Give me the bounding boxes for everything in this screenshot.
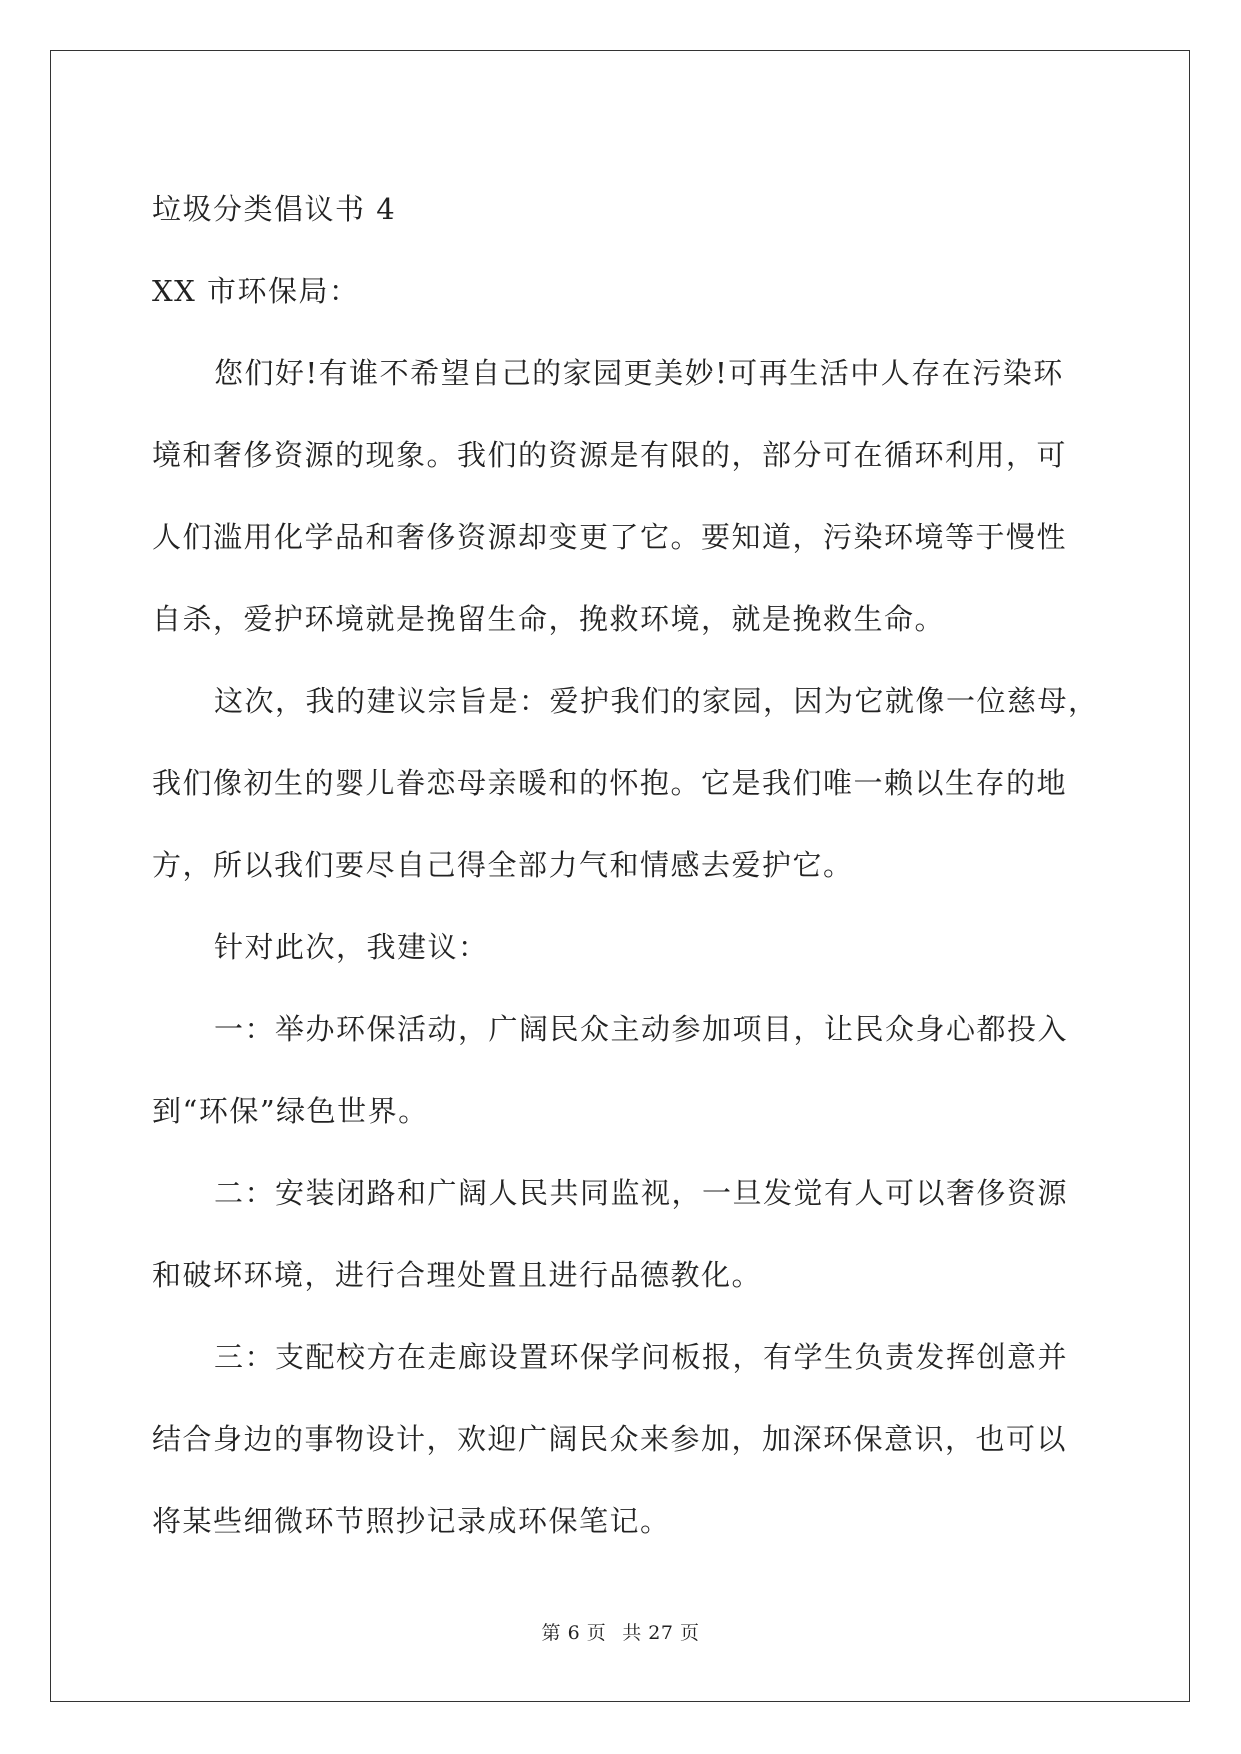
paragraph-line: 将某些细微环节照抄记录成环保笔记。 (152, 1504, 671, 1538)
paragraph-line: 方，所以我们要尽自己得全部力气和情感去爱护它。 (152, 848, 854, 882)
paragraph-3 (152, 906, 1092, 988)
page-number: 第 6 页 (541, 1622, 607, 1644)
document-title: 垃圾分类倡议书 4 (152, 192, 397, 226)
paragraph-line: 您们好!有谁不希望自己的家园更美妙!可再生活中人存在污染环 (214, 356, 1064, 390)
page-footer (0, 1618, 1241, 1645)
paragraph-1 (152, 332, 1092, 660)
paragraph-line: 和破坏环境，进行合理处置且进行品德教化。 (152, 1258, 763, 1292)
page-total: 共 27 页 (622, 1622, 700, 1644)
paragraph-6 (152, 1316, 1092, 1562)
paragraph-2 (152, 660, 1099, 906)
paragraph-line: 自杀，爱护环境就是挽留生命，挽救环境，就是挽救生命。 (152, 602, 946, 636)
paragraph-4 (152, 988, 1092, 1152)
paragraph-line: 针对此次，我建议： (214, 930, 489, 964)
document-body (152, 168, 1099, 1562)
paragraph-line: 结合身边的事物设计，欢迎广阔民众来参加，加深环保意识，也可以 (152, 1422, 1068, 1456)
paragraph-5 (152, 1152, 1092, 1316)
paragraph-line: 二：安装闭路和广阔人民共同监视，一旦发觉有人可以奢侈资源 (214, 1176, 1069, 1210)
paragraph-line: 境和奢侈资源的现象。我们的资源是有限的，部分可在循环利用，可 (152, 438, 1068, 472)
paragraph-line: 我们像初生的婴儿眷恋母亲暖和的怀抱。它是我们唯一赖以生存的地 (152, 766, 1068, 800)
paragraph-line: 一：举办环保活动，广阔民众主动参加项目，让民众身心都投入 (214, 1012, 1069, 1046)
paragraph-line: 三：支配校方在走廊设置环保学问板报，有学生负责发挥创意并 (214, 1340, 1069, 1374)
paragraph-line: 到“环保”绿色世界。 (152, 1094, 429, 1128)
paragraph-line: 人们滥用化学品和奢侈资源却变更了它。要知道，污染环境等于慢性 (152, 520, 1068, 554)
salutation: XX 市环保局： (152, 274, 360, 308)
paragraph-line: 这次，我的建议宗旨是：爱护我们的家园，因为它就像一位慈母， (214, 684, 1099, 718)
